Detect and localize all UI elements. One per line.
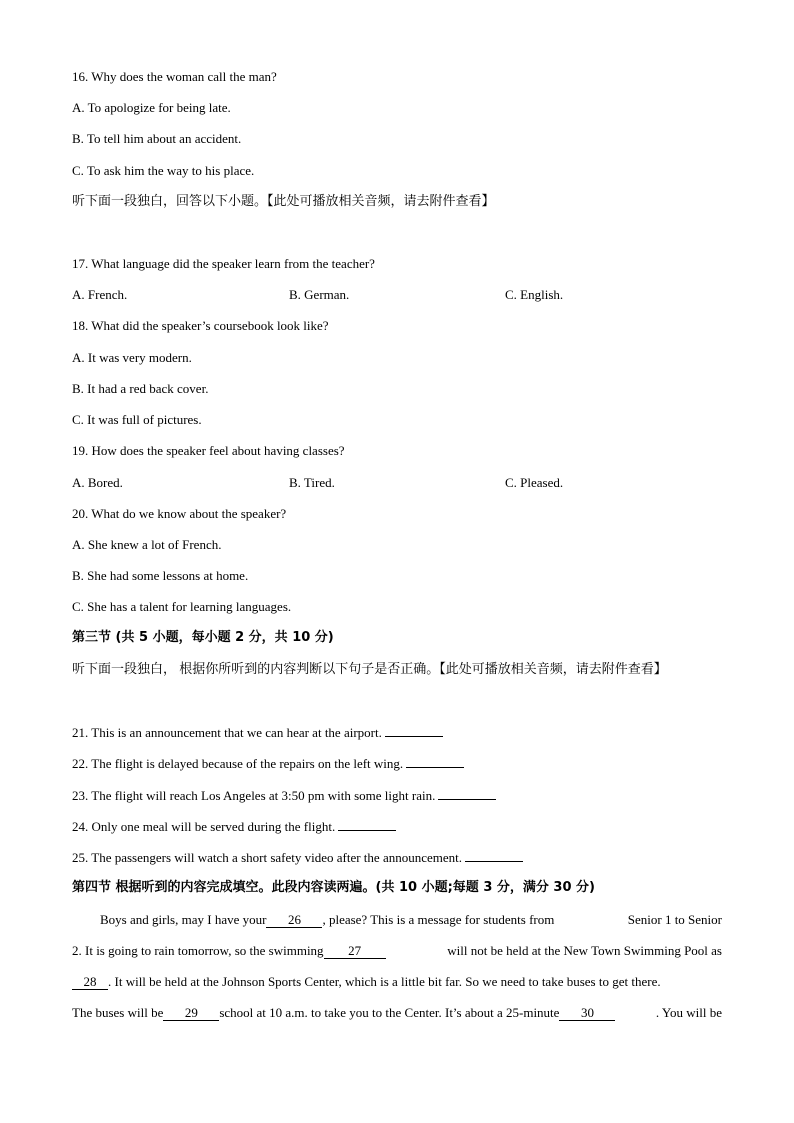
passage-text: . You will be [655, 1005, 722, 1020]
section-4-title: 第四节 根据听到的内容完成填空。此段内容读两遍。(共 10 小题;每题 3 分，满分 30 分) [72, 880, 595, 895]
passage-text: school at 10 a.m. to take you to the Center. It’s about a 25-minute [219, 1005, 560, 1020]
instruction-monologue: 听下面一段独白，回答以下小题。【此处可播放相关音频，请去附件查看】 [72, 193, 495, 208]
statement-24-text: 24. Only one meal will be served during the flight. [72, 819, 336, 834]
option-20-a: A. She knew a lot of French. [72, 537, 222, 552]
blank-26[interactable]: 26 [266, 912, 322, 928]
option-18-a: A. It was very modern. [72, 350, 192, 365]
answer-blank-22[interactable] [406, 755, 464, 768]
statement-21-text: 21. This is an announcement that we can hear at the airport. [72, 725, 382, 740]
passage-text: Boys and girls, may I have your [100, 912, 267, 927]
option-17-a: A. French. [72, 287, 128, 302]
passage-text: Senior 1 to Senior [627, 912, 722, 927]
statement-22 [72, 755, 464, 772]
passage-text: will not be held at the New Town Swimming Pool as [447, 943, 722, 958]
answer-blank-21[interactable] [385, 724, 443, 737]
option-16-a: A. To apologize for being late. [72, 100, 231, 115]
statement-23-text: 23. The flight will reach Los Angeles at 3:50 pm with some light rain. [72, 788, 436, 803]
option-16-c: C. To ask him the way to his place. [72, 163, 255, 178]
passage-text: The buses will be [72, 1005, 164, 1020]
section-3-instruction: 听下面一段独白， 根据你所听到的内容判断以下句子是否正确。【此处可播放相关音频，请去附件查看】 [72, 661, 667, 676]
option-19-a: A. Bored. [72, 475, 123, 490]
option-20-b: B. She had some lessons at home. [72, 568, 249, 583]
passage-text: , please? This is a message for students from [322, 912, 555, 927]
question-18: 18. What did the speaker’s coursebook look like? [72, 318, 329, 333]
blank-28[interactable]: 28 [72, 974, 108, 990]
option-19-c: C. Pleased. [505, 475, 564, 490]
question-16: 16. Why does the woman call the man? [72, 69, 277, 84]
passage-line-2 [72, 943, 722, 959]
option-17-b: B. German. [289, 287, 350, 302]
option-18-c: C. It was full of pictures. [72, 412, 202, 427]
statement-21 [72, 724, 443, 741]
option-20-c: C. She has a talent for learning languages. [72, 599, 292, 614]
passage-line-4 [72, 1005, 722, 1021]
answer-blank-23[interactable] [438, 787, 496, 800]
option-19-b: B. Tired. [289, 475, 335, 490]
blank-29[interactable]: 29 [163, 1005, 219, 1021]
section-3-title: 第三节 (共 5 小题，每小题 2 分，共 10 分) [72, 630, 334, 645]
option-17-c: C. English. [505, 287, 564, 302]
passage-text: . It will be held at the Johnson Sports Center, which is a little bit far. So we need to take buses to get there. [108, 974, 661, 989]
blank-27[interactable]: 27 [324, 943, 386, 959]
passage-line-3 [72, 974, 722, 990]
option-16-b: B. To tell him about an accident. [72, 131, 242, 146]
passage-text: 2. It is going to rain tomorrow, so the swimming [72, 943, 324, 958]
blank-30[interactable]: 30 [559, 1005, 615, 1021]
option-18-b: B. It had a red back cover. [72, 381, 209, 396]
statement-23 [72, 787, 496, 804]
question-17: 17. What language did the speaker learn from the teacher? [72, 256, 375, 271]
question-19: 19. How does the speaker feel about having classes? [72, 443, 345, 458]
statement-24 [72, 818, 396, 835]
statement-25 [72, 849, 523, 866]
answer-blank-25[interactable] [465, 849, 523, 862]
statement-22-text: 22. The flight is delayed because of the repairs on the left wing. [72, 756, 404, 771]
answer-blank-24[interactable] [338, 818, 396, 831]
statement-25-text: 25. The passengers will watch a short safety video after the announcement. [72, 850, 462, 865]
passage-line-1 [72, 912, 722, 928]
question-20: 20. What do we know about the speaker? [72, 506, 287, 521]
